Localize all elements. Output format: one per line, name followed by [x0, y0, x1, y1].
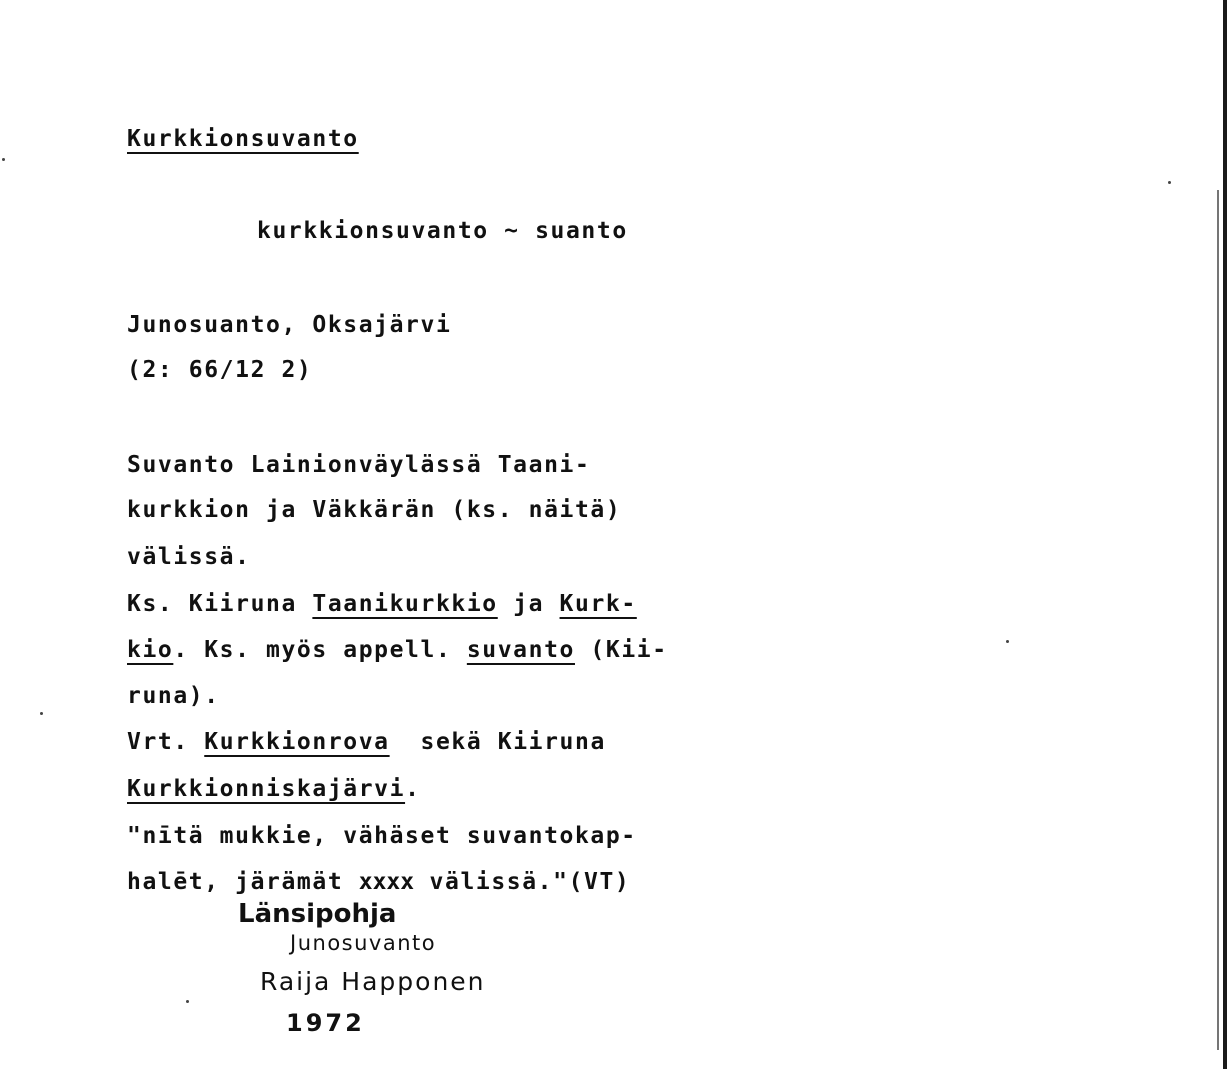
card-edge-right	[1223, 0, 1227, 1069]
text: ja	[497, 591, 560, 617]
stamp-collector: Raija Happonen	[260, 967, 486, 996]
crossref-kurkkionrova: Kurkkionrova	[204, 729, 390, 755]
reference-line: (2: 66/12 2)	[127, 357, 313, 383]
text: . Ks. myös appell.	[173, 637, 467, 663]
text: (Kii-	[574, 637, 668, 663]
speck	[40, 712, 43, 715]
text: sekä Kiiruna	[389, 729, 606, 755]
card-edge-inner	[1217, 190, 1219, 1050]
crossref-kurkkionniskajarvi: Kurkkionniskajärvi	[127, 776, 406, 802]
crossref-kurkkio-part1: Kurk-	[559, 591, 637, 617]
stamp-parish: Junosuvanto	[290, 931, 437, 955]
description-line-1: Suvanto Lainionväylässä Taani-	[127, 452, 591, 478]
text: halēt, järämät	[127, 869, 359, 895]
variant-form-a: kurkkion	[257, 218, 381, 244]
text: Ks. Kiiruna	[127, 591, 313, 617]
speck	[2, 158, 5, 161]
variant-forms	[257, 218, 628, 244]
speck	[1006, 640, 1009, 643]
crossref-taanikurkkio: Taanikurkkio	[312, 591, 498, 617]
text: välissä."(VT)	[414, 869, 631, 895]
description-line-5	[127, 637, 668, 663]
entry-heading: Kurkkionsuvanto	[127, 126, 359, 152]
description-line-3: välissä.	[127, 544, 251, 570]
variant-form-b: suvanto	[380, 218, 489, 244]
stamp-year: 1972	[286, 1009, 365, 1037]
description-line-4	[127, 591, 637, 617]
quote-line-1: "nītä mukkie, vähäset suvantokap-	[127, 823, 637, 849]
crossref-kurkkio-part2: kio	[127, 637, 174, 663]
crossref-suvanto: suvanto	[466, 637, 575, 663]
description-line-2: kurkkion ja Väkkärän (ks. näitä)	[127, 497, 622, 523]
text: Vrt.	[127, 729, 205, 755]
quote-line-2	[127, 869, 630, 895]
description-line-6: runa).	[127, 683, 220, 709]
speck	[1168, 181, 1171, 184]
text: .	[405, 776, 421, 802]
speck	[186, 1000, 189, 1003]
place-line: Junosuanto, Oksajärvi	[127, 312, 452, 338]
stamp-region: Länsipohja	[238, 899, 397, 929]
description-line-8	[127, 776, 421, 802]
variant-tilde: ~	[504, 218, 520, 244]
description-line-7	[127, 729, 606, 755]
struck-out-word: xxxx	[358, 869, 415, 895]
variant-form-c: suanto	[535, 218, 628, 244]
